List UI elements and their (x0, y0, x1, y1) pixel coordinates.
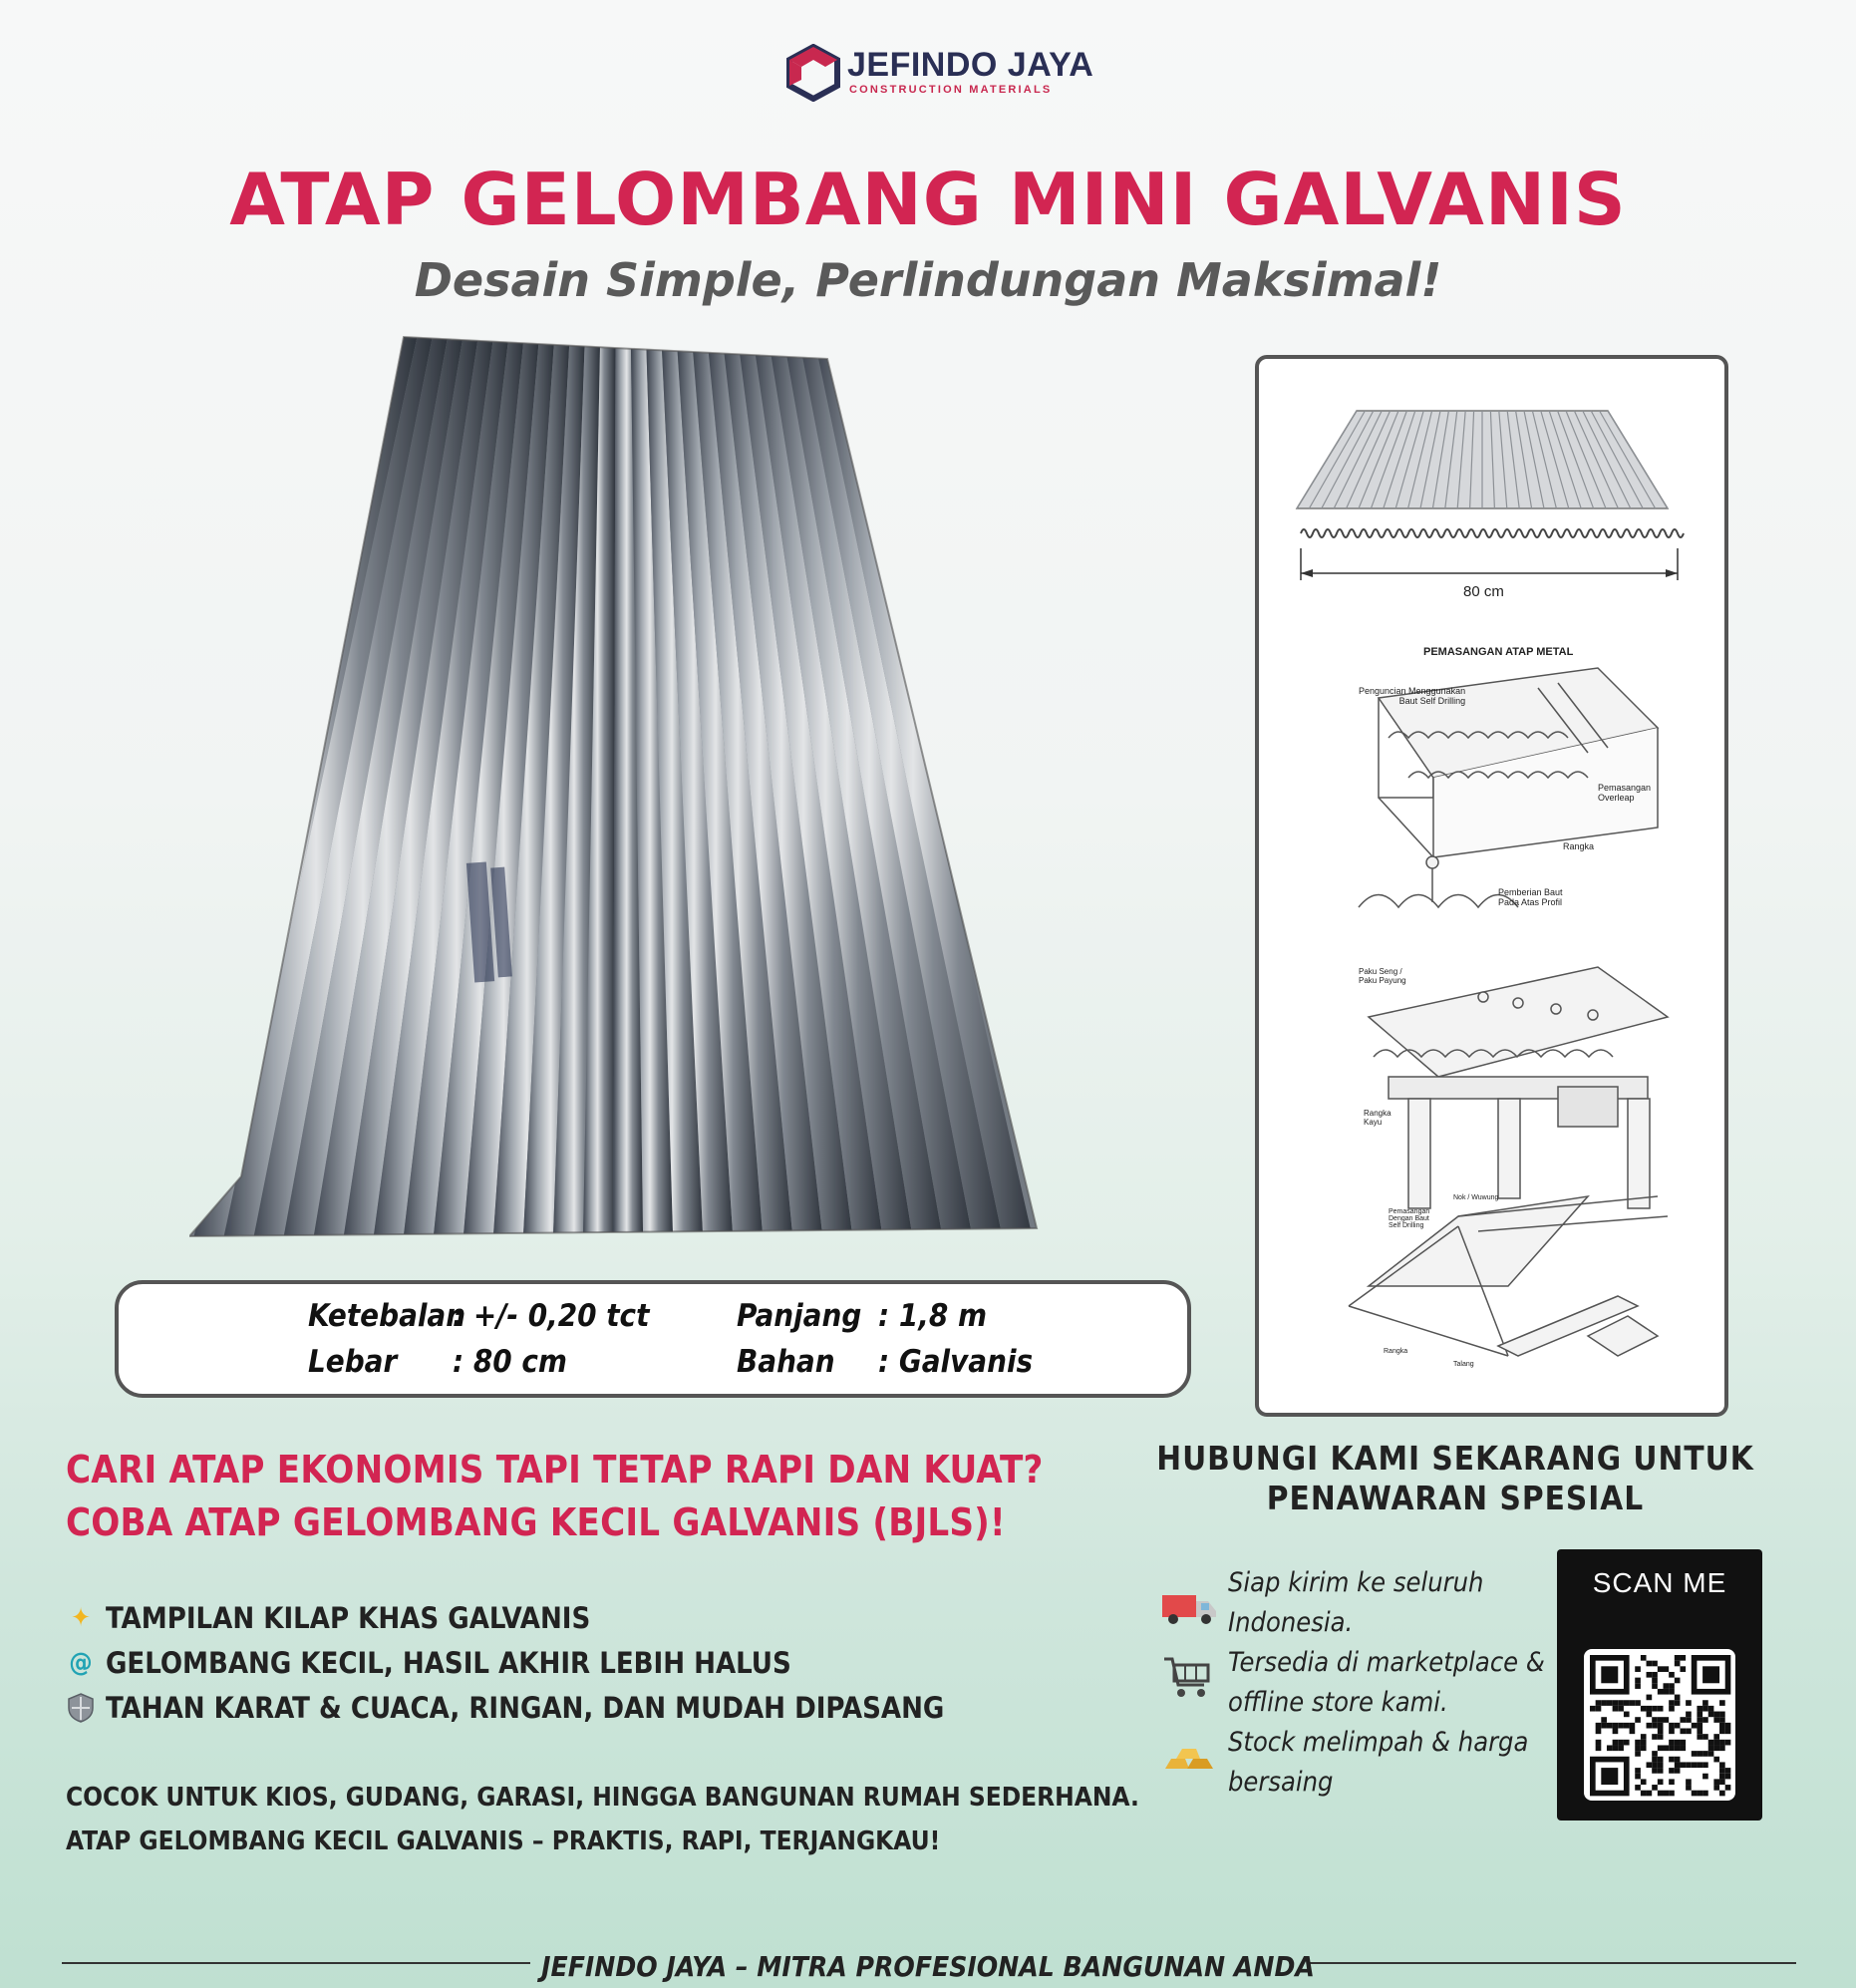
footer-tagline: JEFINDO JAYA – MITRA PROFESIONAL BANGUNAN ANDA (541, 1950, 1315, 1983)
bullet-shipping: Siap kirim ke seluruh Indonesia. (1228, 1567, 1484, 1638)
truck-icon (1161, 1589, 1217, 1630)
callout-lock: Penguncian Menggunakan Baut Self Drilling (1359, 686, 1466, 706)
spec-material-value: : Galvanis (878, 1344, 1034, 1380)
promo-line-1: CARI ATAP EKONOMIS TAPI TETAP RAPI DAN KUAT? (66, 1448, 1044, 1491)
installation-diagram-panel (1255, 355, 1728, 1417)
callout-frame: Rangka (1563, 841, 1595, 851)
spec-length-label: Panjang (737, 1298, 862, 1334)
contact-heading-1: HUBUNGI KAMI SEKARANG UNTUK (1156, 1439, 1754, 1478)
product-image (189, 329, 1067, 1256)
brand-name: JEFINDO JAYA (847, 46, 1094, 84)
shield-icon (66, 1693, 96, 1723)
promo-line-2: COBA ATAP GELOMBANG KECIL GALVANIS (BJLS)! (66, 1500, 1006, 1544)
installation-diagram (1259, 359, 1728, 1417)
closing-line-1: COCOK UNTUK KIOS, GUDANG, GARASI, HINGGA BANGUNAN RUMAH SEDERHANA. (66, 1783, 1139, 1813)
feature-item: TAHAN KARAT & CUACA, RINGAN, DAN MUDAH DIPASANG (66, 1691, 944, 1725)
specs-box (115, 1280, 1191, 1398)
brand-logo (785, 44, 1094, 102)
gold-bars-icon (1161, 1739, 1217, 1778)
callout-wood-frame: Rangka Kayu (1364, 1109, 1392, 1127)
swirl-icon: @ (69, 1648, 93, 1678)
closing-line-2: ATAP GELOMBANG KECIL GALVANIS – PRAKTIS, RAPI, TERJANGKAU! (66, 1826, 941, 1856)
hexagon-logo-icon (785, 44, 841, 102)
callout-gutter: Talang (1453, 1361, 1474, 1368)
sparkles-icon: ✦ (71, 1603, 91, 1633)
spec-material-label: Bahan (737, 1344, 835, 1380)
callout-overlap: Pemasangan Overleap (1598, 783, 1652, 803)
spec-thickness-value: : +/- 0,20 tct (453, 1298, 650, 1334)
callout-ridge: Nok / Wuwung (1453, 1194, 1499, 1201)
scan-me-label: SCAN ME (1592, 1567, 1727, 1598)
page-title: ATAP GELOMBANG MINI GALVANIS (229, 158, 1627, 241)
callout-selfdrill: Pemasangan Dengan Baut Self Drilling (1389, 1208, 1430, 1229)
qr-code[interactable] (1584, 1649, 1735, 1801)
spec-width-value: : 80 cm (453, 1344, 567, 1380)
contact-heading-2: PENAWARAN SPESIAL (1266, 1479, 1645, 1517)
spec-length-value: : 1,8 m (878, 1298, 988, 1334)
bullet-marketplace: Tersedia di marketplace & offline store kami. (1228, 1647, 1545, 1718)
feature-item: ✦ TAMPILAN KILAP KHAS GALVANIS (66, 1601, 590, 1635)
qr-code-card[interactable] (1557, 1549, 1762, 1821)
install-title: PEMASANGAN ATAP METAL (1423, 646, 1574, 658)
callout-bolt: Pemberian Baut Pada Atas Profil (1498, 887, 1563, 907)
cart-icon (1162, 1655, 1212, 1704)
callout-frame-2: Rangka (1384, 1348, 1408, 1355)
feature-item: @ GELOMBANG KECIL, HASIL AKHIR LEBIH HALUS (66, 1646, 791, 1680)
spec-thickness-label: Ketebalan (308, 1298, 466, 1334)
page-subtitle: Desain Simple, Perlindungan Maksimal! (414, 253, 1442, 307)
dimension-label: 80 cm (1463, 583, 1504, 600)
callout-nail: Paku Seng / Paku Payung (1359, 967, 1406, 985)
brand-tagline: CONSTRUCTION MATERIALS (849, 84, 1053, 96)
spec-width-label: Lebar (308, 1344, 398, 1380)
bullet-stock: Stock melimpah & harga bersaing (1228, 1727, 1529, 1798)
